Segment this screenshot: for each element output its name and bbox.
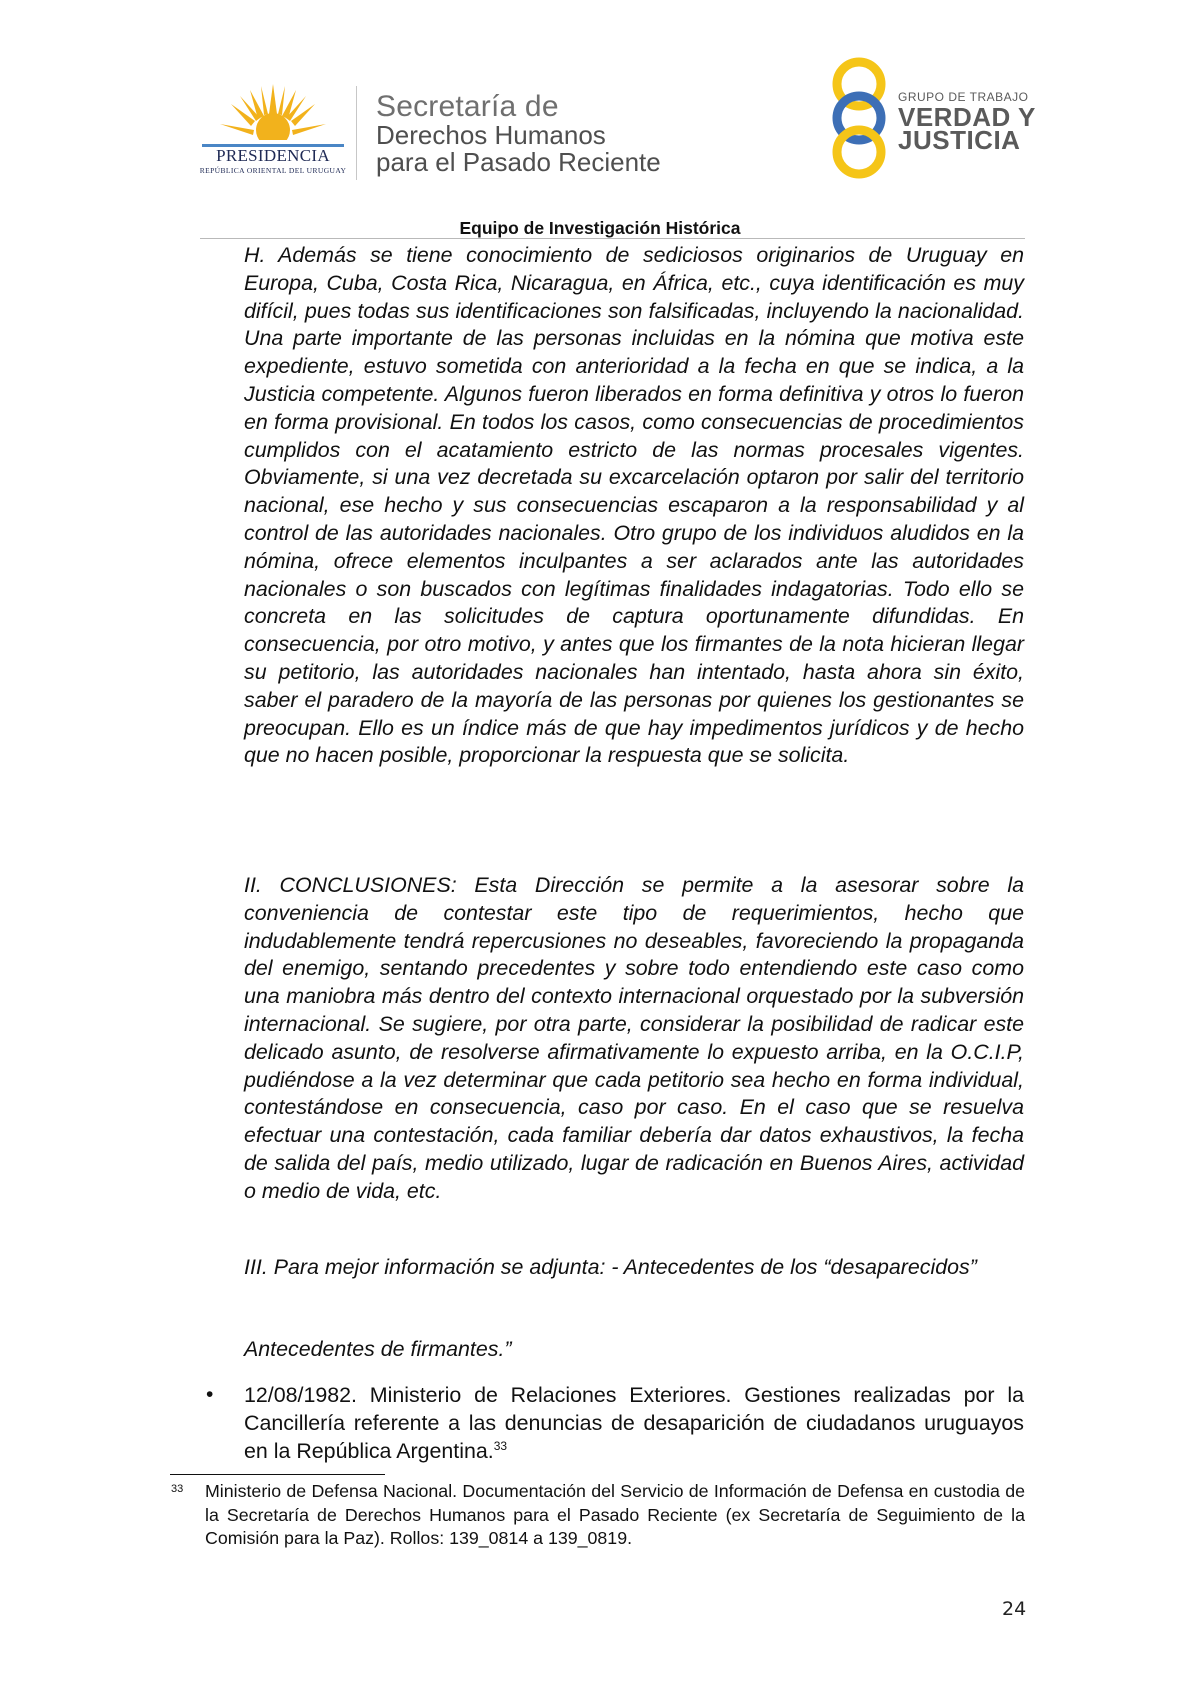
secretaria-line1: Secretaría de [376, 90, 559, 123]
paragraph-conclusiones-text: II. CONCLUSIONES: Esta Dirección se permite a la asesorar sobre la conveniencia de contestar este tipo de requerimientos, hecho que indudablemente tendrá repercusiones no deseables, favoreciendo la propaganda del enemigo, sentando precedentes y sobre todo entendiendo este caso como una maniobra más dentro del contexto internacional orquestado por la subversión internacional. Se sugiere, por otra parte, considerar la posibilidad de radicar este delicado asunto, de resolverse afirmativamente lo expuesto arriba, en la O.C.I.P, pudiéndose a la vez determinar que cada petitorio sea hecho en forma individual, contestándose en consecuencia, caso por caso. En el caso que se resuelva efectuar una contestación, cada familiar debería dar datos exhaustivos, la fecha de salida del país, medio utilizado, lugar de radicación en Buenos Aires, actividad o medio de vida, etc. [244, 873, 1024, 1203]
grupo-trabajo-line1: GRUPO DE TRABAJO [898, 90, 1029, 104]
paragraph-antecedentes [244, 1336, 1024, 1364]
paragraph-h-text: H. Además se tiene conocimiento de sediciosos originarios de Uruguay en Europa, Cuba, Costa Rica, Nicaragua, en África, etc., cuya identificación es muy difícil, pues todas sus identificaciones son falsificadas, incluyendo la nacionalidad. Una parte importante de las personas incluidas en la nómina que motiva este expediente, estuvo sometida con anterioridad a la fecha en que se indica, a la Justicia competente. Algunos fueron liberados en forma definitiva y otros lo fueron en forma provisional. En todos los casos, como consecuencias de procedimientos cumplidos con el acatamiento estricto de las normas procesales vigentes. Obviamente, si una vez decretada su excarcelación optaron por salir del territorio nacional, ese hecho y sus consecuencias escaparon a la responsabilidad y al control de las autoridades nacionales. Otro grupo de los individuos aludidos en la nómina, ofrece elementos inculpantes a ser aclarados ante las autoridades nacionales o son buscados con legítimas finalidades indagatorias. Todo ello se concreta en las solicitudes de captura oportunamente difundidas. En consecuencia, por otro motivo, y antes que los firmantes de la nota hicieran llegar su petitorio, las autoridades nacionales han intentado, hasta ahora sin éxito, saber el paradero de la mayoría de las personas por quienes los gestionantes se preocupan. Ello es un índice más de que hay impedimentos jurídicos y de hecho que no hacen posible, proporcionar la respuesta que se solicita. [244, 243, 1024, 768]
grupo-trabajo-line2: VERDAD Y [898, 102, 1036, 132]
bullet-text-content: 12/08/1982. Ministerio de Relaciones Exteriores. Gestiones realizadas por la Cancillería referente a las denuncias de desaparición de ciudadanos uruguayos en la República Argentina. [244, 1383, 1024, 1463]
bullet-text [244, 1381, 1024, 1465]
page-number: 24 [1002, 1598, 1027, 1620]
verdad-justicia-rings-icon [818, 56, 900, 180]
paragraph-informacion [244, 1254, 1024, 1282]
footnote-number: 33 [171, 1483, 184, 1495]
secretaria-line2: Derechos Humanos [376, 120, 606, 150]
footnote-reference[interactable]: 33 [493, 1438, 508, 1453]
footnote-rule [170, 1474, 385, 1475]
paragraph-h [244, 242, 1024, 770]
presidencia-title: PRESIDENCIA [216, 146, 330, 165]
secretaria-line3: para el Pasado Reciente [376, 147, 661, 177]
team-title: Equipo de Investigación Histórica [459, 218, 741, 238]
grupo-trabajo-line3: JUSTICIA [898, 125, 1021, 155]
footnote-text: Ministerio de Defensa Nacional. Documentación del Servicio de Información de Defensa en custodia de la Secretaría de Derechos Humanos para el Pasado Reciente (ex Secretaría de Seguimiento de la Comisión para la Paz). Rollos: 139_0814 a 139_0819. [205, 1481, 1025, 1548]
paragraph-conclusiones [244, 872, 1024, 1206]
presidencia-subtitle: REPÚBLICA ORIENTAL DEL URUGUAY [199, 166, 347, 175]
bullet-icon: • [206, 1383, 214, 1406]
header-divider [356, 86, 357, 180]
header-rule [200, 238, 1025, 239]
paragraph-antecedentes-text: Antecedentes de firmantes.” [244, 1337, 512, 1361]
paragraph-informacion-text: III. Para mejor información se adjunta: - Antecedentes de los “desaparecidos” [244, 1255, 977, 1279]
